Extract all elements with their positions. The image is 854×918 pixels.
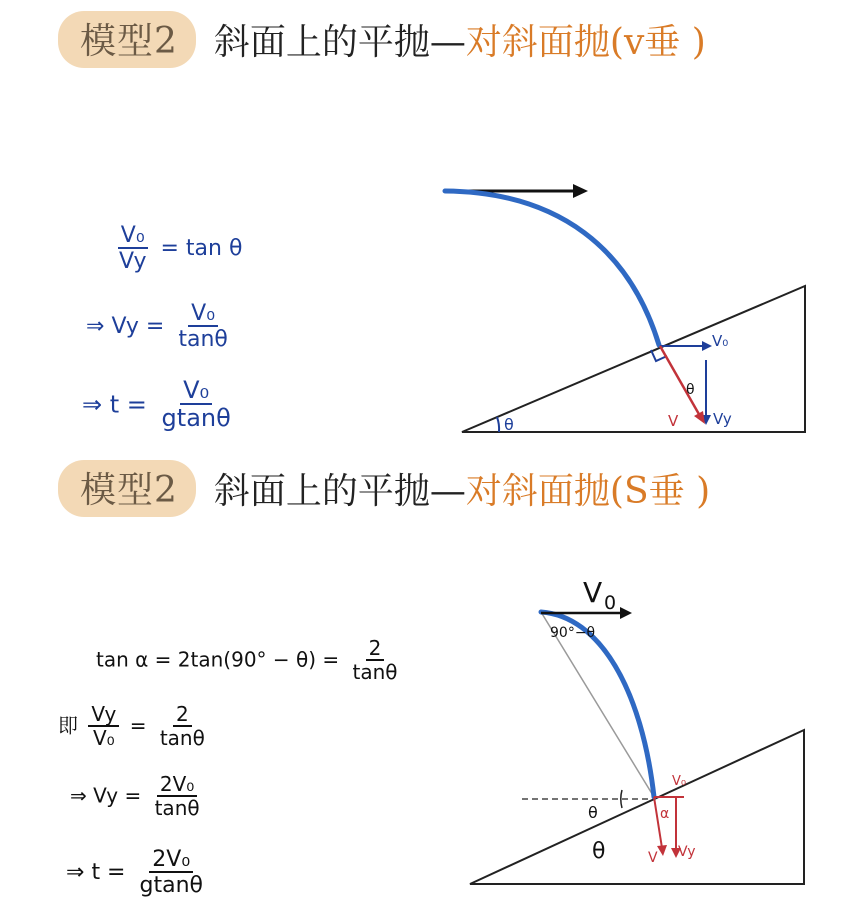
s2-f3-num: 2V₀ bbox=[157, 774, 197, 797]
s1-base-angle-label: θ bbox=[504, 415, 514, 434]
s1-vy-label: Vy bbox=[713, 410, 732, 428]
s1-f2-den: tanθ bbox=[178, 327, 228, 353]
s2-theta-small-label: θ bbox=[588, 803, 598, 822]
s2-formula-4 bbox=[66, 848, 210, 898]
s2-f3-arrow: ⇒ bbox=[70, 783, 87, 808]
s2-v0-red-label: V₀ bbox=[672, 774, 687, 789]
s2-v-vector bbox=[654, 797, 662, 848]
s2-f3-lhs: Vy = bbox=[93, 783, 142, 808]
section1-heading-main: 斜面上的平抛— bbox=[213, 21, 466, 63]
s1-v-vector bbox=[660, 346, 700, 416]
s2-f4-arrow: ⇒ bbox=[66, 860, 85, 886]
s1-v0-label: V₀ bbox=[712, 332, 729, 350]
section1-badge: 模型2 bbox=[58, 11, 196, 68]
s2-f1-lhs: tan α = 2tan(90° − θ) = bbox=[96, 647, 340, 672]
s2-f2-rnum: 2 bbox=[173, 704, 192, 727]
s1-f3-den: gtanθ bbox=[161, 404, 231, 433]
section2-heading-accent: 对斜面抛(S垂 ) bbox=[465, 470, 711, 512]
s1-f2-lhs: Vy = bbox=[111, 314, 165, 340]
s2-f2-den: V₀ bbox=[93, 726, 115, 750]
s2-v0-arrow-head bbox=[620, 607, 632, 619]
s1-theta-vector-label: θ bbox=[686, 382, 695, 398]
s2-f1-fraction bbox=[350, 638, 401, 684]
s2-theta-arc bbox=[621, 790, 622, 808]
section2-title bbox=[58, 463, 710, 513]
s2-f4-fraction bbox=[137, 848, 206, 898]
s2-f2-lhs: 即 bbox=[58, 713, 78, 738]
s1-incline bbox=[462, 286, 805, 432]
section2-badge: 模型2 bbox=[58, 460, 196, 517]
s1-f1-rhs: = tan θ bbox=[160, 236, 243, 262]
s1-f3-arrow: ⇒ bbox=[82, 390, 103, 419]
s2-f2-num: Vy bbox=[88, 704, 119, 727]
s2-f2-rden: tanθ bbox=[159, 726, 205, 750]
s2-v-label: V bbox=[648, 850, 658, 866]
s2-angle-90-theta-label: 90°−θ bbox=[550, 625, 596, 641]
s1-v-label: V bbox=[668, 412, 679, 430]
s2-formula-2 bbox=[58, 704, 212, 750]
s2-f4-num: 2V₀ bbox=[149, 848, 193, 873]
s2-vy-label: Vy bbox=[678, 844, 696, 860]
s2-diagram bbox=[470, 576, 804, 884]
s1-launch-arrow-head bbox=[573, 184, 588, 198]
section2-heading bbox=[214, 463, 710, 514]
s1-f2-num: V₀ bbox=[188, 302, 218, 327]
s2-formula-1 bbox=[96, 638, 405, 684]
s2-incline bbox=[470, 730, 804, 884]
section2-heading-main: 斜面上的平抛— bbox=[213, 470, 466, 512]
s2-theta-base-label: θ bbox=[592, 839, 606, 864]
s1-f1-den: Vy bbox=[119, 249, 147, 275]
s2-f2-fraction-right bbox=[157, 704, 208, 750]
s2-v0-label: V bbox=[583, 576, 603, 609]
section1-heading-accent: 对斜面抛(v垂 ) bbox=[465, 21, 706, 63]
s2-f1-num: 2 bbox=[366, 638, 385, 661]
s2-f1-den: tanθ bbox=[352, 660, 398, 684]
s1-trajectory bbox=[445, 191, 659, 345]
s1-f3-lhs: t = bbox=[109, 390, 147, 419]
s2-f4-lhs: t = bbox=[91, 860, 126, 886]
s1-f2-arrow: ⇒ bbox=[86, 314, 105, 340]
s2-f3-fraction bbox=[152, 774, 203, 820]
s1-base-angle-arc bbox=[497, 417, 499, 432]
s1-f3-num: V₀ bbox=[180, 378, 212, 405]
s1-v0-arrowhead bbox=[702, 341, 712, 351]
s2-f2-fraction bbox=[88, 704, 119, 750]
s2-f4-den: gtanθ bbox=[139, 873, 203, 899]
s2-f3-den: tanθ bbox=[154, 796, 200, 820]
s1-v-arrowhead bbox=[694, 411, 705, 424]
s2-v0-subscript: 0 bbox=[604, 592, 617, 614]
s2-alpha-label: α bbox=[660, 806, 670, 822]
s2-v-arrowhead bbox=[657, 845, 667, 856]
s2-f2-eq: = bbox=[129, 713, 147, 738]
s2-formula-3 bbox=[70, 774, 207, 820]
s1-f1-num: V₀ bbox=[118, 224, 148, 249]
s1-diagram bbox=[445, 184, 805, 434]
